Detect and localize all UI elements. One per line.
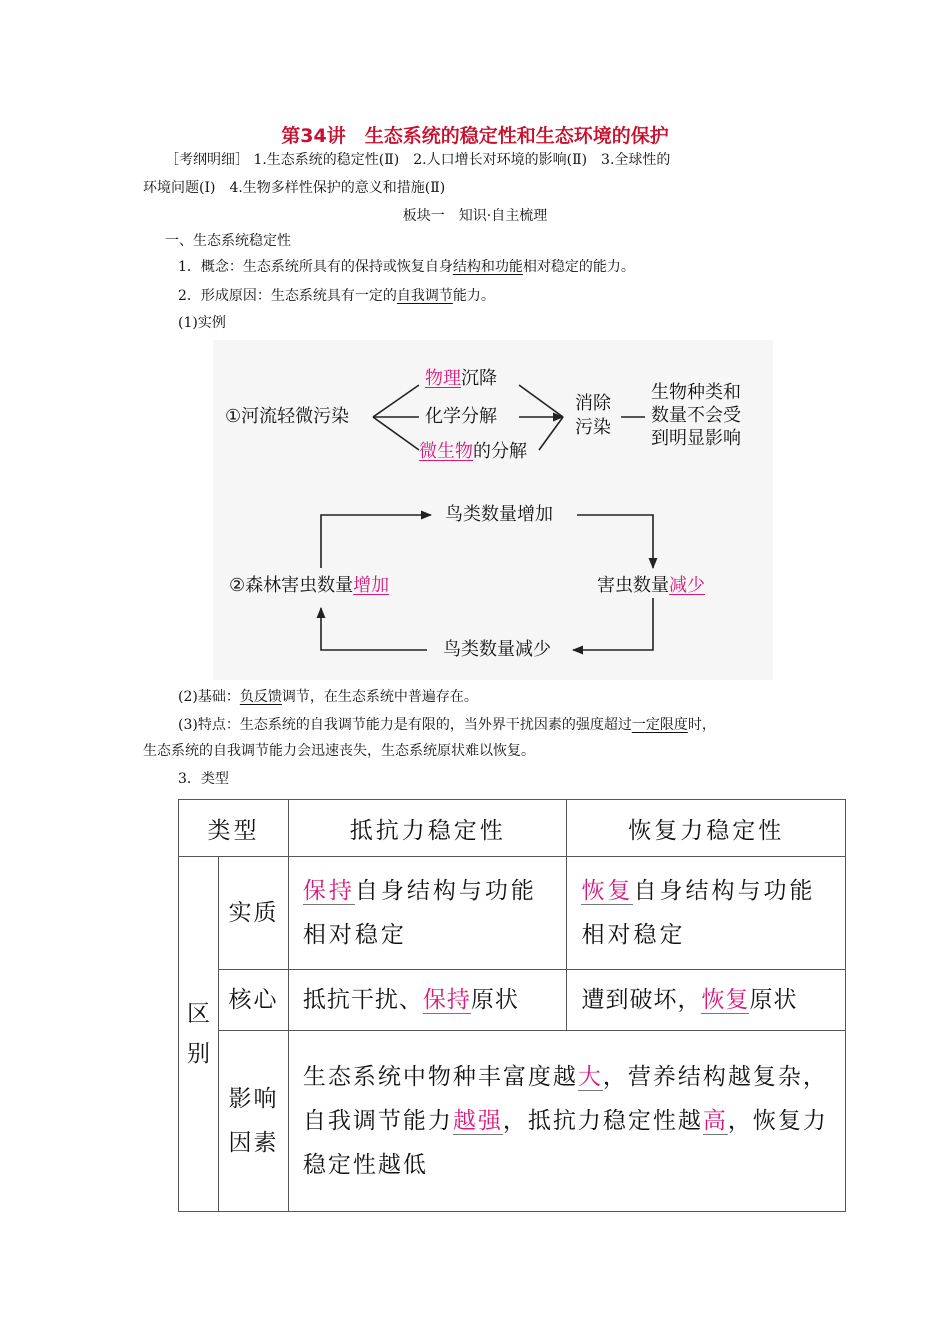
- feature-suffix: 时，: [687, 717, 716, 733]
- branch-chemical: 化学分解: [425, 406, 497, 427]
- header-type: 类型: [179, 800, 289, 857]
- merge-line-3: [539, 417, 563, 450]
- merge-line-1: [519, 385, 563, 417]
- cause-prefix: 2．形成原因：生态系统具有一定的: [178, 288, 397, 304]
- branch-physical: [425, 368, 497, 390]
- concept-key: 结构和功能: [452, 259, 523, 275]
- table-row: [179, 970, 846, 1031]
- core-resilience-cell: [567, 970, 846, 1031]
- feature-prefix: (3)特点：生态系统的自我调节能力是有限的，当外界干扰因素的强度超过: [178, 717, 632, 733]
- header-resistance: 抵抗力稳定性: [288, 800, 567, 857]
- essence-resilience-cell: [567, 857, 846, 970]
- feature-key: 一定限度: [631, 717, 688, 733]
- core-resistance-pre: 抵抗干扰、: [302, 987, 423, 1013]
- section-heading: 一、生态系统稳定性: [165, 233, 291, 249]
- forest-start-text: ②森林害虫数量: [229, 575, 354, 596]
- essence-resistance-key: 保持: [302, 878, 355, 904]
- branch-line-1: [373, 385, 419, 417]
- cause-key: 自我调节: [396, 288, 453, 304]
- river-start-node: ①河流轻微污染: [225, 406, 350, 427]
- core-resistance-cell: [288, 970, 567, 1031]
- cycle-arrow-bottom-right: [573, 598, 653, 650]
- branch-microbe-key: 微生物: [419, 441, 473, 462]
- row-label-factors: 影响因素: [218, 1031, 288, 1212]
- cycle-arrow-bottom-left: [321, 608, 427, 650]
- block-heading: 板块一 知识·自主梳理: [402, 208, 548, 224]
- branch-microbe: [419, 441, 527, 463]
- stability-types-table: [178, 799, 846, 1219]
- remove-pollution-line-2: 污染: [575, 417, 611, 438]
- feature-line-1: [178, 715, 716, 735]
- outline-line-1: ［考纲明细］ 1.生态系统的稳定性(Ⅱ) 2.人口增长对环境的影响(Ⅱ) 3.全球性的: [165, 152, 671, 168]
- page-title: 第34讲 生态系统的稳定性和生态环境的保护: [281, 125, 669, 147]
- example-label: (1)实例: [178, 315, 226, 331]
- concept-line: [178, 257, 635, 277]
- stability-diagram: [213, 340, 773, 680]
- core-resilience-post: 原状: [749, 987, 798, 1013]
- core-resistance-post: 原状: [470, 987, 519, 1013]
- core-resilience-key: 恢复: [701, 987, 750, 1013]
- result-line-2: 数量不会受: [651, 405, 741, 426]
- forest-start-node: [229, 575, 389, 597]
- feature-line-2: 生态系统的自我调节能力会迅速丧失，生态系统原状难以恢复。: [143, 743, 535, 759]
- remove-pollution-line-1: 消除: [575, 393, 611, 414]
- factors-key-3: 高: [702, 1108, 728, 1134]
- bird-increase-node: 鸟类数量增加: [445, 504, 553, 525]
- essence-resistance-rest: 自身结构与功能相对稳定: [302, 878, 537, 948]
- branch-line-3: [373, 417, 419, 450]
- row-label-core: 核心: [218, 970, 288, 1031]
- result-line-3: 到明显影响: [651, 428, 741, 449]
- header-resilience: 恢复力稳定性: [567, 800, 846, 857]
- basis-suffix: 调节，在生态系统中普遍存在。: [281, 689, 478, 705]
- core-resilience-pre: 遭到破坏，: [581, 987, 702, 1013]
- factors-text-1: 生态系统中物种丰富度越: [302, 1064, 578, 1090]
- pest-decrease-text: 害虫数量: [597, 575, 669, 596]
- row-label-essence: 实质: [218, 857, 288, 970]
- essence-resistance-cell: [288, 857, 567, 970]
- table-row: [179, 857, 846, 970]
- factors-text-2: ，营养结构越复杂，自我调节能力: [302, 1064, 828, 1134]
- factors-text-3: ，抵抗力稳定性越: [502, 1108, 703, 1134]
- concept-prefix: 1．概念：生态系统所具有的保持或恢复自身: [178, 259, 453, 275]
- branch-physical-rest: 沉降: [461, 368, 497, 389]
- basis-line: [178, 687, 478, 707]
- pest-decrease-key: 减少: [669, 575, 705, 596]
- cause-line: [178, 286, 495, 306]
- types-heading: 3．类型: [178, 771, 229, 787]
- factors-key-2: 越强: [452, 1108, 503, 1134]
- forest-start-key: 增加: [353, 575, 390, 596]
- factors-text-4: ，恢复力稳定性越低: [302, 1108, 828, 1178]
- basis-prefix: (2)基础：: [178, 689, 240, 705]
- outline-line-2: 环境问题(Ⅰ) 4.生物多样性保护的意义和措施(Ⅱ): [143, 180, 446, 196]
- concept-suffix: 相对稳定的能力。: [522, 259, 635, 275]
- factors-cell: [288, 1031, 845, 1212]
- branch-physical-key: 物理: [425, 368, 461, 389]
- branch-microbe-rest: 的分解: [473, 441, 527, 462]
- table-header-row: [179, 800, 846, 857]
- cause-suffix: 能力。: [452, 288, 495, 304]
- bird-decrease-node: 鸟类数量减少: [443, 639, 551, 660]
- factors-key-1: 大: [577, 1064, 603, 1090]
- pest-decrease-node: [597, 575, 705, 597]
- table-row: [179, 1031, 846, 1212]
- result-line-1: 生物种类和: [651, 382, 741, 403]
- cycle-arrow-top-left: [321, 515, 431, 568]
- basis-key: 负反馈: [239, 689, 282, 705]
- essence-resilience-key: 恢复: [581, 878, 634, 904]
- core-resistance-key: 保持: [422, 987, 471, 1013]
- side-label-difference: 区别: [179, 857, 219, 1212]
- cycle-arrow-top-right: [577, 515, 653, 568]
- essence-resilience-rest: 自身结构与功能相对稳定: [581, 878, 816, 948]
